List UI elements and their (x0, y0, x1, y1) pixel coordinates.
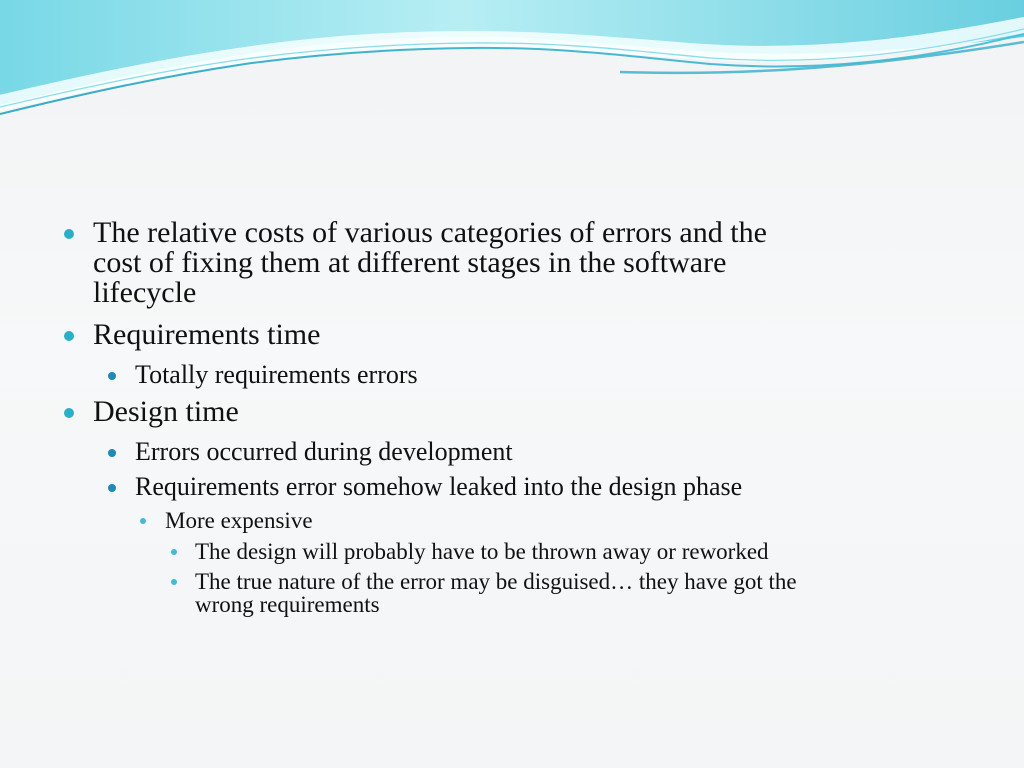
bullet-icon-level-2 (108, 484, 116, 492)
bullet-item (62, 362, 962, 388)
bullet-icon-level-3 (140, 518, 146, 524)
bullet-icon-level-2 (108, 372, 116, 380)
bullet-item (62, 474, 962, 500)
bullet-icon-level-1 (64, 229, 74, 239)
bullet-icon-level-1 (64, 331, 74, 341)
bullet-text-line: The design will probably have to be thrown away or reworked (195, 539, 769, 564)
bullet-item (62, 570, 962, 616)
bullet-item (62, 397, 962, 427)
bullet-icon-level-4 (171, 549, 177, 555)
bullet-text-line: Errors occurred during development (135, 437, 513, 466)
bullet-text-line: Design time (93, 395, 239, 428)
bullet-text-line: More expensive (165, 508, 313, 533)
bullet-item (62, 218, 962, 308)
bullet-text-line: The true nature of the error may be disguised… they have got the (195, 569, 797, 594)
bullet-text-line: The relative costs of various categories of errors and the (93, 216, 767, 249)
bullet-item (62, 540, 962, 563)
bullet-text-line: Requirements time (93, 318, 321, 351)
bullet-text-line: wrong requirements (195, 592, 380, 617)
bullet-text-line: Requirements error somehow leaked into the design phase (135, 472, 743, 501)
bullet-text-line: cost of fixing them at different stages in the software (93, 246, 727, 279)
bullet-item (62, 320, 962, 350)
bullet-item (62, 439, 962, 465)
bullet-icon-level-4 (171, 579, 177, 585)
header-wave-decoration (0, 0, 1024, 120)
bullet-text-line: lifecycle (93, 276, 197, 309)
bullet-text-line: Totally requirements errors (135, 360, 418, 389)
bullet-icon-level-2 (108, 449, 116, 457)
bullet-item (62, 509, 962, 532)
bullet-content (62, 218, 962, 623)
bullet-icon-level-1 (64, 408, 74, 418)
